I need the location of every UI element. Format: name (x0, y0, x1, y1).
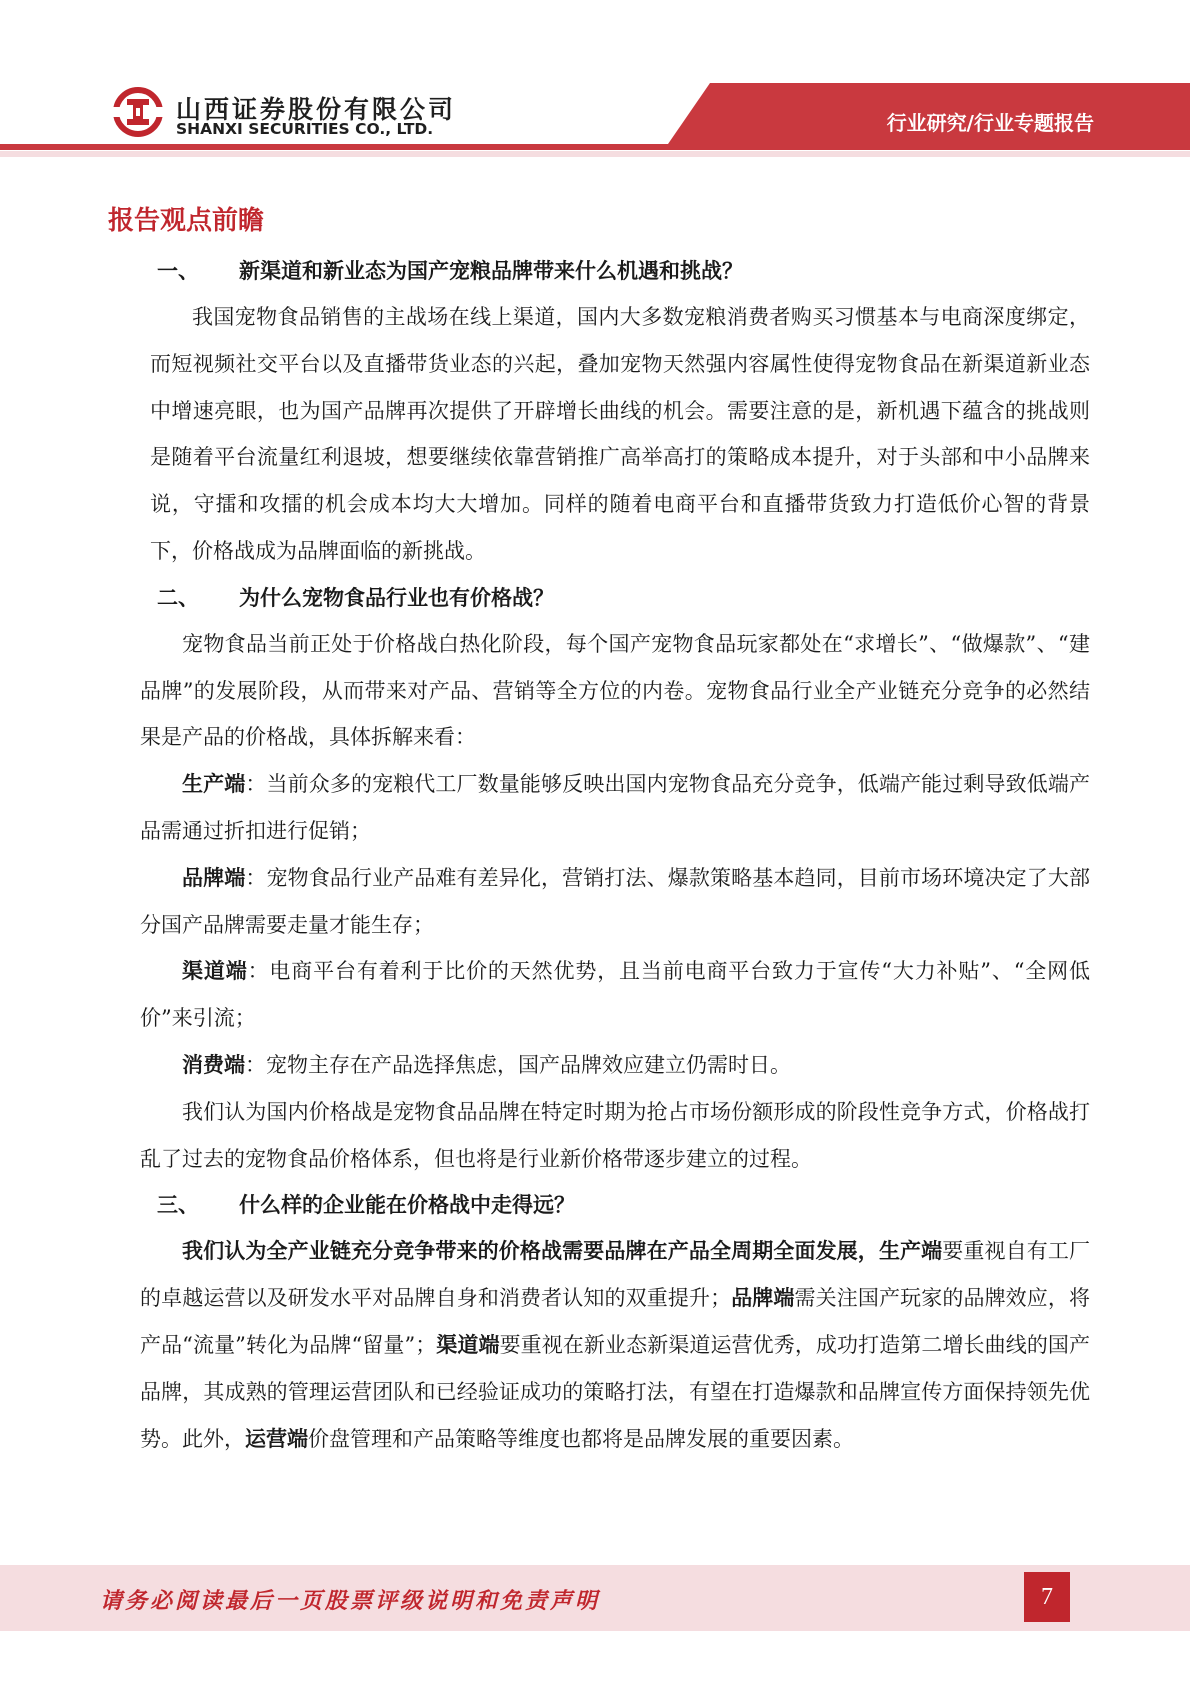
company-name-en: SHANXI SECURITIES CO., LTD. (176, 120, 434, 138)
production-side-text: ：当前众多的宠粮代工厂数量能够反映出国内宠物食品充分竞争，低端产能过剩导致低端产品需通过折扣进行促销； (140, 772, 1090, 843)
q3-production-text: 要重视自有工厂的卓越运营以及研发水平对品牌自身和消费者认知的双重提升； (140, 1239, 1091, 1311)
consumer-side-text: ：宠物主存在产品选择焦虑，国产品牌效应建立仍需时日。 (245, 1052, 791, 1077)
question-1-paragraph: 我国宠物食品销售的主战场在线上渠道，国内大多数宠粮消费者购买习惯基本与电商深度绑定，而短视频社交平台以及直播带货业态的兴起，叠加宠物天然强内容属性使得宠物食品在新渠道新业态中增速亮眼，也为国产品牌再次提供了开辟增长曲线的机会。需要注意的是，新机遇下蕴含的挑战则是随着平台流量红利退坡，想要继续依靠营销推广高举高打的策略成本提升，对于头部和中小品牌来说，守擂和攻擂的机会成本均大大增加。同样的随着电商平台和直播带货致力打造低价心智的背景下，价格战成为品牌面临的新挑战。 (150, 305, 1090, 563)
report-content (140, 248, 1091, 1462)
question-2-conclusion: 我们认为国内价格战是宠物食品品牌在特定时期为抢占市场份额形成的阶段性竞争方式，价格战打乱了过去的宠物食品价格体系，但也将是行业新价格带逐步建立的过程。 (140, 1099, 1090, 1171)
question-2-title: 为什么宠物食品行业也有价格战？ (239, 585, 554, 610)
question-3-heading (150, 1182, 1090, 1228)
production-side-label: 生产端 (182, 772, 246, 797)
q3-operations-label: 运营端 (245, 1426, 308, 1451)
channel-side-text: ：电商平台有着利于比价的天然优势，且当前电商平台致力于宣传“大力补贴”、“全网低价”来引流； (140, 959, 1090, 1031)
consumer-side-paragraph (140, 1042, 1090, 1089)
company-logo-icon (112, 86, 164, 138)
brand-side-text: ：宠物食品行业产品难有差异化，营销打法、爆款策略基本趋同，目前市场环境决定了大部分国产品牌需要走量才能生存； (140, 865, 1090, 937)
q3-operations-text: 价盘管理和产品策略等维度也都将是品牌发展的重要因素。 (308, 1426, 854, 1451)
q3-brand-label: 品牌端 (731, 1286, 795, 1311)
question-3-paragraph (140, 1228, 1090, 1462)
question-1-number: 一、 (157, 259, 199, 283)
question-3-number: 三、 (157, 1193, 199, 1218)
q3-brand-text: 需关注国产玩家的品牌效应，将产品“流量”转化为品牌“留量”； (140, 1286, 1091, 1357)
page-number: 7 (1024, 1572, 1070, 1622)
section-title: 报告观点前瞻 (108, 206, 265, 236)
question-2-heading (150, 575, 1090, 621)
disclaimer-note: 请务必阅读最后一页股票评级说明和免责声明 (100, 1588, 601, 1614)
question-1-title: 新渠道和新业态为国产宠粮品牌带来什么机遇和挑战？ (239, 259, 743, 283)
question-2-number: 二、 (157, 585, 199, 610)
consumer-side-label: 消费端 (182, 1052, 245, 1077)
question-1-heading (150, 248, 1090, 294)
question-3-title: 什么样的企业能在价格战中走得远？ (239, 1193, 575, 1218)
brand-side-paragraph (140, 855, 1090, 949)
channel-side-paragraph (140, 948, 1090, 1042)
header-red-band (0, 0, 1190, 165)
q3-channel-text: 要重视在新业态新渠道运营优秀，成功打造第二增长曲线的国产品牌，其成熟的管理运营团队和已经验证成功的策略打法，有望在打造爆款和品牌宣传方面保持领先优势。此外， (140, 1332, 1091, 1451)
q3-production-label: 生产端 (878, 1239, 943, 1264)
company-name-cn: 山西证券股份有限公司 (176, 95, 457, 124)
q3-channel-label: 渠道端 (436, 1332, 500, 1357)
question-2-intro-paragraph: 宠物食品当前正处于价格战白热化阶段，每个国产宠物食品玩家都处在“求增长”、“做爆款”、“建品牌”的发展阶段，从而带来对产品、营销等全方位的内卷。宠物食品行业全产业链充分竞争的必然结果是产品的价格战，具体拆解来看： (140, 631, 1090, 750)
channel-side-label: 渠道端 (182, 959, 248, 984)
production-side-paragraph (140, 761, 1090, 855)
q3-lead-bold: 我们认为全产业链充分竞争带来的价格战需要品牌在产品全周期全面发展， (182, 1239, 879, 1264)
page-footer (0, 1565, 1190, 1631)
report-type-label: 行业研究/行业专题报告 (886, 111, 1094, 135)
page-header (0, 0, 1190, 165)
brand-side-label: 品牌端 (182, 865, 246, 890)
